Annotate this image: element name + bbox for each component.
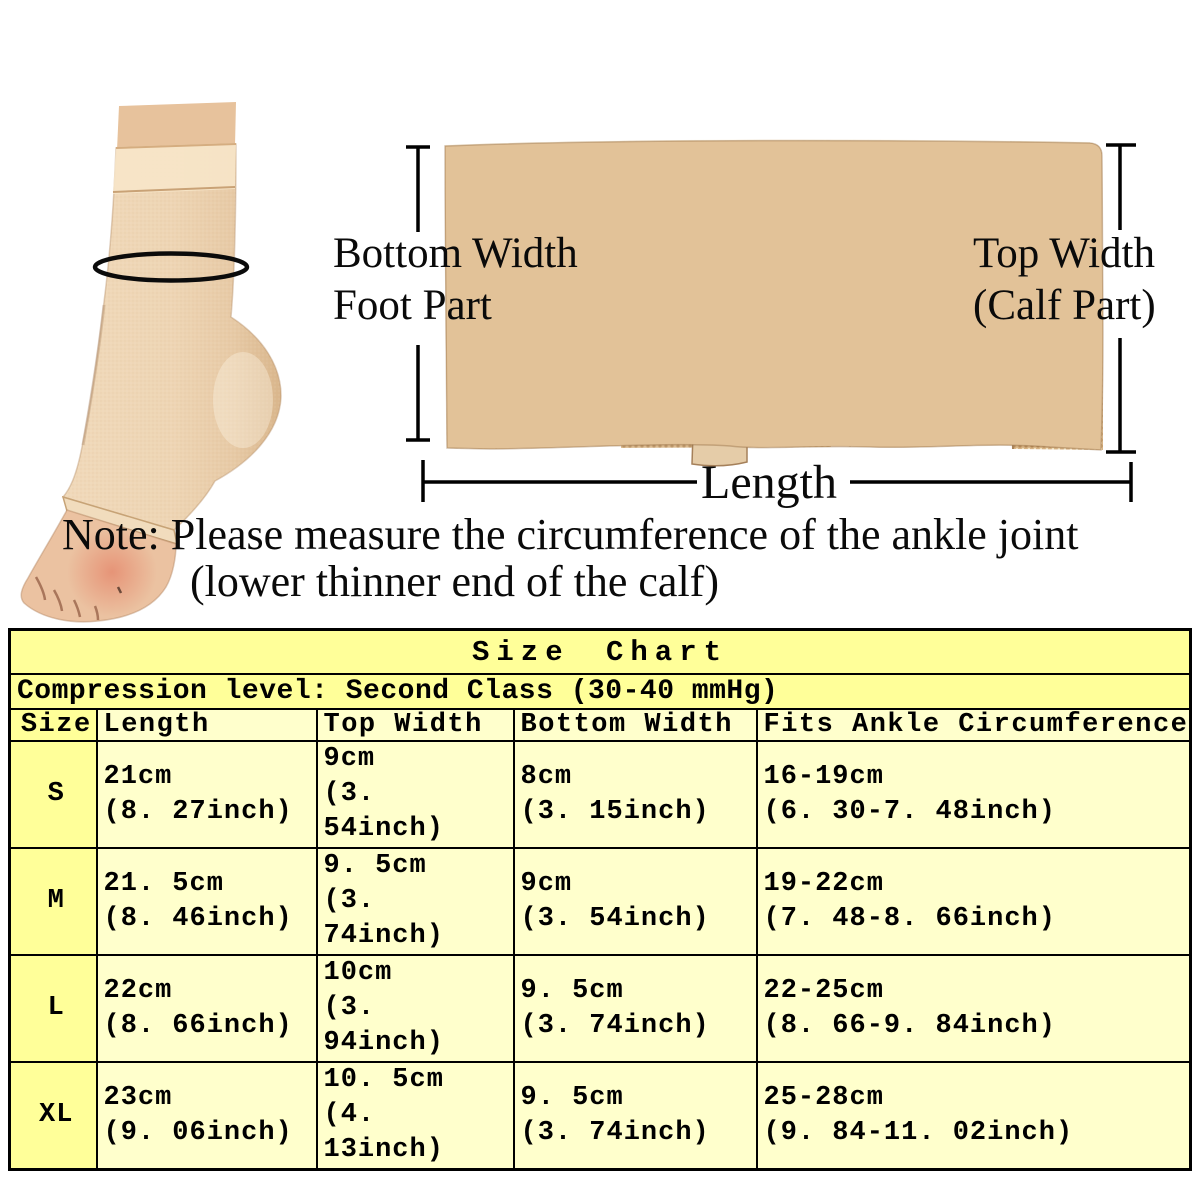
note-line1: Note: Please measure the circumference of the ankle joint xyxy=(62,510,1079,559)
ankle-circumference-cell xyxy=(757,1062,1191,1170)
bottom-width-inch: (3. 15inch) xyxy=(520,796,710,827)
size-chart-table xyxy=(8,628,1192,1171)
length-label: Length xyxy=(701,456,837,509)
size-row-s xyxy=(10,741,1191,848)
top-width-cm: 10. 5cm xyxy=(323,1065,444,1095)
ankle-cm: 22-25cm xyxy=(763,975,884,1006)
ankle-inch: (9. 84-11. 02inch) xyxy=(763,1117,1074,1148)
column-header-bottom-width: Bottom Width xyxy=(514,709,757,741)
bottom-width-cm: 9. 5cm xyxy=(520,975,624,1006)
length-cm: 23cm xyxy=(103,1082,173,1113)
bottom-width-label-line2: Foot Part xyxy=(333,282,492,330)
size-chart-title: Size Chart xyxy=(10,630,1191,675)
bottom-width-inch: (3. 74inch) xyxy=(520,1010,710,1041)
top-width-cell xyxy=(317,955,514,1062)
bottom-width-label-line1: Bottom Width xyxy=(333,230,578,277)
length-inch: (8. 66inch) xyxy=(103,1010,293,1041)
bottom-width-cell xyxy=(514,955,757,1062)
column-header-length: Length xyxy=(97,709,317,741)
length-cm: 21cm xyxy=(103,761,173,792)
top-width-cell xyxy=(317,741,514,848)
top-width-inch: (3. 54inch) xyxy=(323,779,444,844)
top-width-cell xyxy=(317,1062,514,1170)
ankle-cm: 16-19cm xyxy=(763,761,884,792)
ankle-cm: 25-28cm xyxy=(763,1082,884,1113)
length-inch: (9. 06inch) xyxy=(103,1117,293,1148)
bottom-width-cell xyxy=(514,848,757,955)
ankle-circumference-cell xyxy=(757,955,1191,1062)
note-line2: (lower thinner end of the calf) xyxy=(190,556,719,606)
top-width-label-line1: Top Width xyxy=(973,230,1155,277)
bottom-width-inch: (3. 54inch) xyxy=(520,903,710,934)
top-width-cm: 9cm xyxy=(323,744,376,774)
ankle-circumference-cell xyxy=(757,848,1191,955)
ankle-inch: (6. 30-7. 48inch) xyxy=(763,796,1056,827)
length-cm: 21. 5cm xyxy=(103,868,224,899)
bottom-width-cell xyxy=(514,741,757,848)
ankle-inch: (8. 66-9. 84inch) xyxy=(763,1010,1056,1041)
ankle-cm: 19-22cm xyxy=(763,868,884,899)
column-header-ankle-circumference: Fits Ankle Circumference xyxy=(757,709,1191,741)
column-header-row xyxy=(10,709,1191,741)
top-width-label-line2: (Calf Part) xyxy=(973,282,1156,330)
bottom-width-cell xyxy=(514,1062,757,1170)
length-inch: (8. 46inch) xyxy=(103,903,293,934)
size-row-l xyxy=(10,955,1191,1062)
size-row-m xyxy=(10,848,1191,955)
top-width-label xyxy=(973,228,1156,333)
compression-level-text: Compression level: Second Class (30-40 mmHg) xyxy=(10,674,1191,709)
top-width-cm: 9. 5cm xyxy=(323,851,427,881)
ankle-inch: (7. 48-8. 66inch) xyxy=(763,903,1056,934)
bottom-width-cm: 9cm xyxy=(520,868,573,899)
measurement-note xyxy=(62,512,1078,605)
bottom-width-label xyxy=(333,228,578,333)
length-cm: 22cm xyxy=(103,975,173,1006)
bottom-width-cm: 9. 5cm xyxy=(520,1082,624,1113)
length-cell xyxy=(97,848,317,955)
length-cell xyxy=(97,741,317,848)
length-cell xyxy=(97,955,317,1062)
top-width-inch: (4. 13inch) xyxy=(323,1100,444,1165)
column-header-size: Size xyxy=(10,709,97,741)
top-width-inch: (3. 74inch) xyxy=(323,886,444,951)
column-header-top-width: Top Width xyxy=(317,709,514,741)
size-label: S xyxy=(10,741,97,848)
bottom-width-cm: 8cm xyxy=(520,761,573,792)
top-width-cm: 10cm xyxy=(323,958,393,988)
top-width-cell xyxy=(317,848,514,955)
size-label: XL xyxy=(10,1062,97,1170)
size-label: M xyxy=(10,848,97,955)
ankle-circumference-cell xyxy=(757,741,1191,848)
size-row-xl xyxy=(10,1062,1191,1170)
top-width-inch: (3. 94inch) xyxy=(323,993,444,1058)
compression-level-row xyxy=(10,674,1191,709)
size-chart-title-row xyxy=(10,630,1191,675)
size-label: L xyxy=(10,955,97,1062)
length-inch: (8. 27inch) xyxy=(103,796,293,827)
bottom-width-inch: (3. 74inch) xyxy=(520,1117,710,1148)
length-cell xyxy=(97,1062,317,1170)
